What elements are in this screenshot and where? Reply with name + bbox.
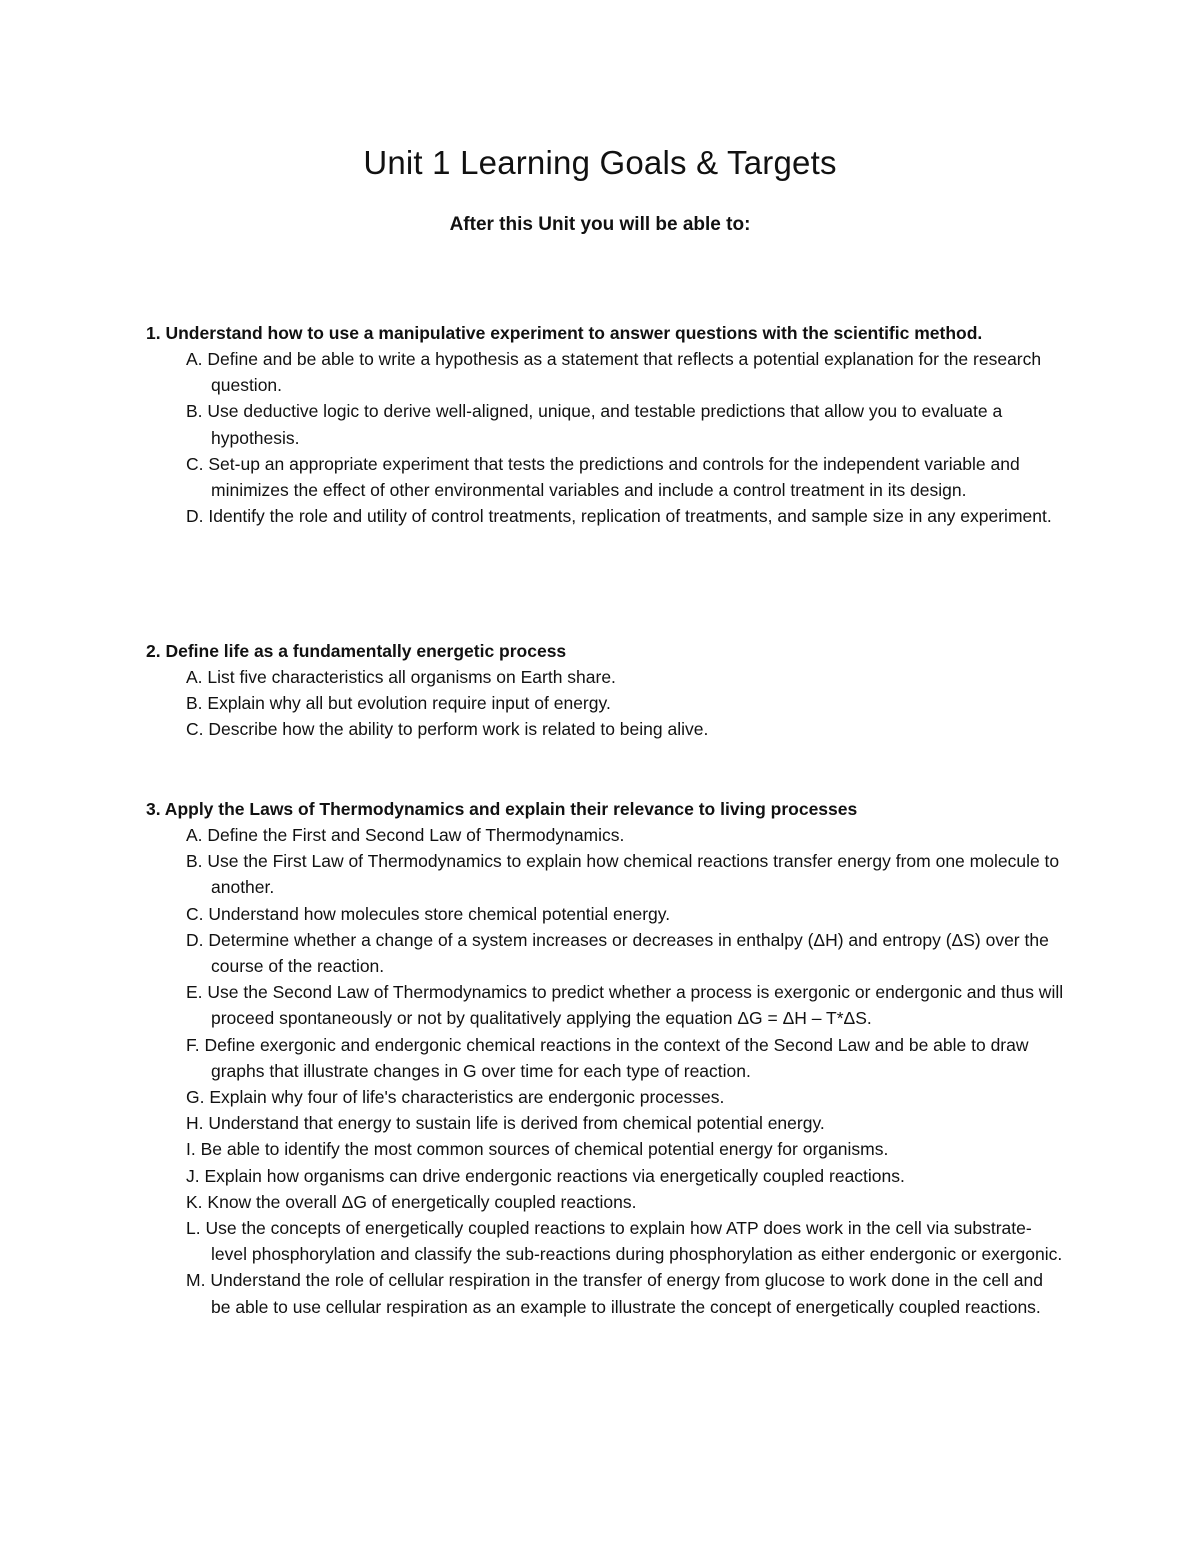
target-text: Use the Second Law of Thermodynamics to predict whether a process is exergonic or endergonic and thus will proceed spontaneously or not by qualitatively applying the equation ΔG = ΔH – T*ΔS. bbox=[207, 982, 1064, 1029]
target-item bbox=[186, 690, 1066, 716]
target-text: Use the First Law of Thermodynamics to explain how chemical reactions transfer energy from one molecule to another. bbox=[207, 851, 1060, 898]
target-text: Be able to identify the most common sources of chemical potential energy for organisms. bbox=[200, 1139, 889, 1160]
target-list bbox=[146, 822, 1066, 1320]
target-letter: M. bbox=[186, 1270, 206, 1291]
target-text: Explain why four of life's characteristics are endergonic processes. bbox=[209, 1087, 725, 1108]
target-item bbox=[186, 503, 1066, 529]
target-text: Explain why all but evolution require input of energy. bbox=[207, 693, 611, 714]
target-letter: D. bbox=[186, 929, 204, 950]
target-list bbox=[146, 664, 1066, 743]
target-item bbox=[186, 979, 1066, 1031]
target-text: Explain how organisms can drive endergonic reactions via energetically coupled reactions. bbox=[204, 1165, 905, 1186]
goal-heading: 3. Apply the Laws of Thermodynamics and explain their relevance to living processes bbox=[146, 799, 858, 819]
target-item bbox=[186, 822, 1066, 848]
target-letter: B. bbox=[186, 401, 203, 422]
goal-1 bbox=[146, 320, 1066, 529]
target-letter: K. bbox=[186, 1191, 203, 1212]
target-item bbox=[186, 1163, 1066, 1189]
target-item bbox=[186, 451, 1066, 503]
goal-heading: 2. Define life as a fundamentally energetic process bbox=[146, 641, 567, 661]
target-letter: J. bbox=[186, 1165, 200, 1186]
target-item bbox=[186, 1110, 1066, 1136]
page-title: Unit 1 Learning Goals & Targets bbox=[363, 144, 837, 181]
target-item bbox=[186, 927, 1066, 979]
target-text: Understand that energy to sustain life is derived from chemical potential energy. bbox=[208, 1113, 825, 1134]
target-letter: C. bbox=[186, 453, 204, 474]
goal-2 bbox=[146, 638, 1066, 743]
target-text: Set-up an appropriate experiment that tests the predictions and controls for the independent variable and minimizes the effect of other environmental variables and include a control treatment in its design. bbox=[208, 453, 1020, 501]
target-letter: B. bbox=[186, 851, 203, 872]
target-letter: L. bbox=[186, 1218, 201, 1239]
target-text: List five characteristics all organisms on Earth share. bbox=[207, 667, 616, 687]
goal-3 bbox=[146, 796, 1066, 1320]
target-item bbox=[186, 664, 1066, 690]
target-item bbox=[186, 1136, 1066, 1162]
target-item bbox=[186, 1267, 1066, 1319]
target-letter: A. bbox=[186, 825, 203, 845]
target-letter: G. bbox=[186, 1087, 205, 1108]
target-letter: H. bbox=[186, 1113, 204, 1134]
target-text: Understand the role of cellular respiration in the transfer of energy from glucose to work done in the cell and be able to use cellular respiration as an example to illustrate the concept of energetically coupled reactions. bbox=[210, 1270, 1044, 1317]
target-item bbox=[186, 1084, 1066, 1110]
target-text: Use deductive logic to derive well-aligned, unique, and testable predictions that allow you to evaluate a hypothesis. bbox=[207, 401, 1003, 448]
target-item bbox=[186, 1189, 1066, 1215]
target-letter: A. bbox=[186, 349, 203, 369]
target-letter: C. bbox=[186, 903, 204, 924]
target-letter: D. bbox=[186, 506, 204, 527]
target-text: Define and be able to write a hypothesis as a statement that reflects a potential explanation for the research question. bbox=[207, 349, 1042, 396]
target-text: Know the overall ΔG of energetically coupled reactions. bbox=[207, 1191, 637, 1212]
target-letter: A. bbox=[186, 667, 203, 687]
page-subtitle: After this Unit you will be able to: bbox=[449, 214, 751, 235]
goal-heading: 1. Understand how to use a manipulative experiment to answer questions with the scientific method. bbox=[146, 323, 983, 343]
target-letter: F. bbox=[186, 1034, 200, 1055]
target-text: Define the First and Second Law of Thermodynamics. bbox=[207, 825, 625, 845]
target-text: Define exergonic and endergonic chemical reactions in the context of the Second Law and be able to draw graphs that illustrate changes in G over time for each type of reaction. bbox=[204, 1034, 1029, 1081]
target-letter: E. bbox=[186, 982, 203, 1003]
target-text: Describe how the ability to perform work is related to being alive. bbox=[208, 719, 709, 740]
target-list bbox=[146, 346, 1066, 529]
target-text: Identify the role and utility of control treatments, replication of treatments, and sample size in any experiment. bbox=[208, 506, 1052, 527]
target-item bbox=[186, 346, 1066, 398]
target-text: Understand how molecules store chemical potential energy. bbox=[208, 903, 671, 924]
target-text: Determine whether a change of a system increases or decreases in enthalpy (ΔH) and entropy (ΔS) over the course of the reaction. bbox=[208, 929, 1049, 977]
target-item bbox=[186, 398, 1066, 450]
target-letter: B. bbox=[186, 693, 203, 714]
target-item bbox=[186, 1215, 1066, 1267]
target-letter: I. bbox=[186, 1139, 196, 1160]
target-letter: C. bbox=[186, 719, 204, 740]
target-item bbox=[186, 901, 1066, 927]
target-item bbox=[186, 1032, 1066, 1084]
target-item bbox=[186, 848, 1066, 900]
target-item bbox=[186, 716, 1066, 742]
target-text: Use the concepts of energetically coupled reactions to explain how ATP does work in the cell via substrate-level phosphorylation and classify the sub-reactions during phosphorylation as either endergonic or exergonic. bbox=[205, 1218, 1063, 1265]
